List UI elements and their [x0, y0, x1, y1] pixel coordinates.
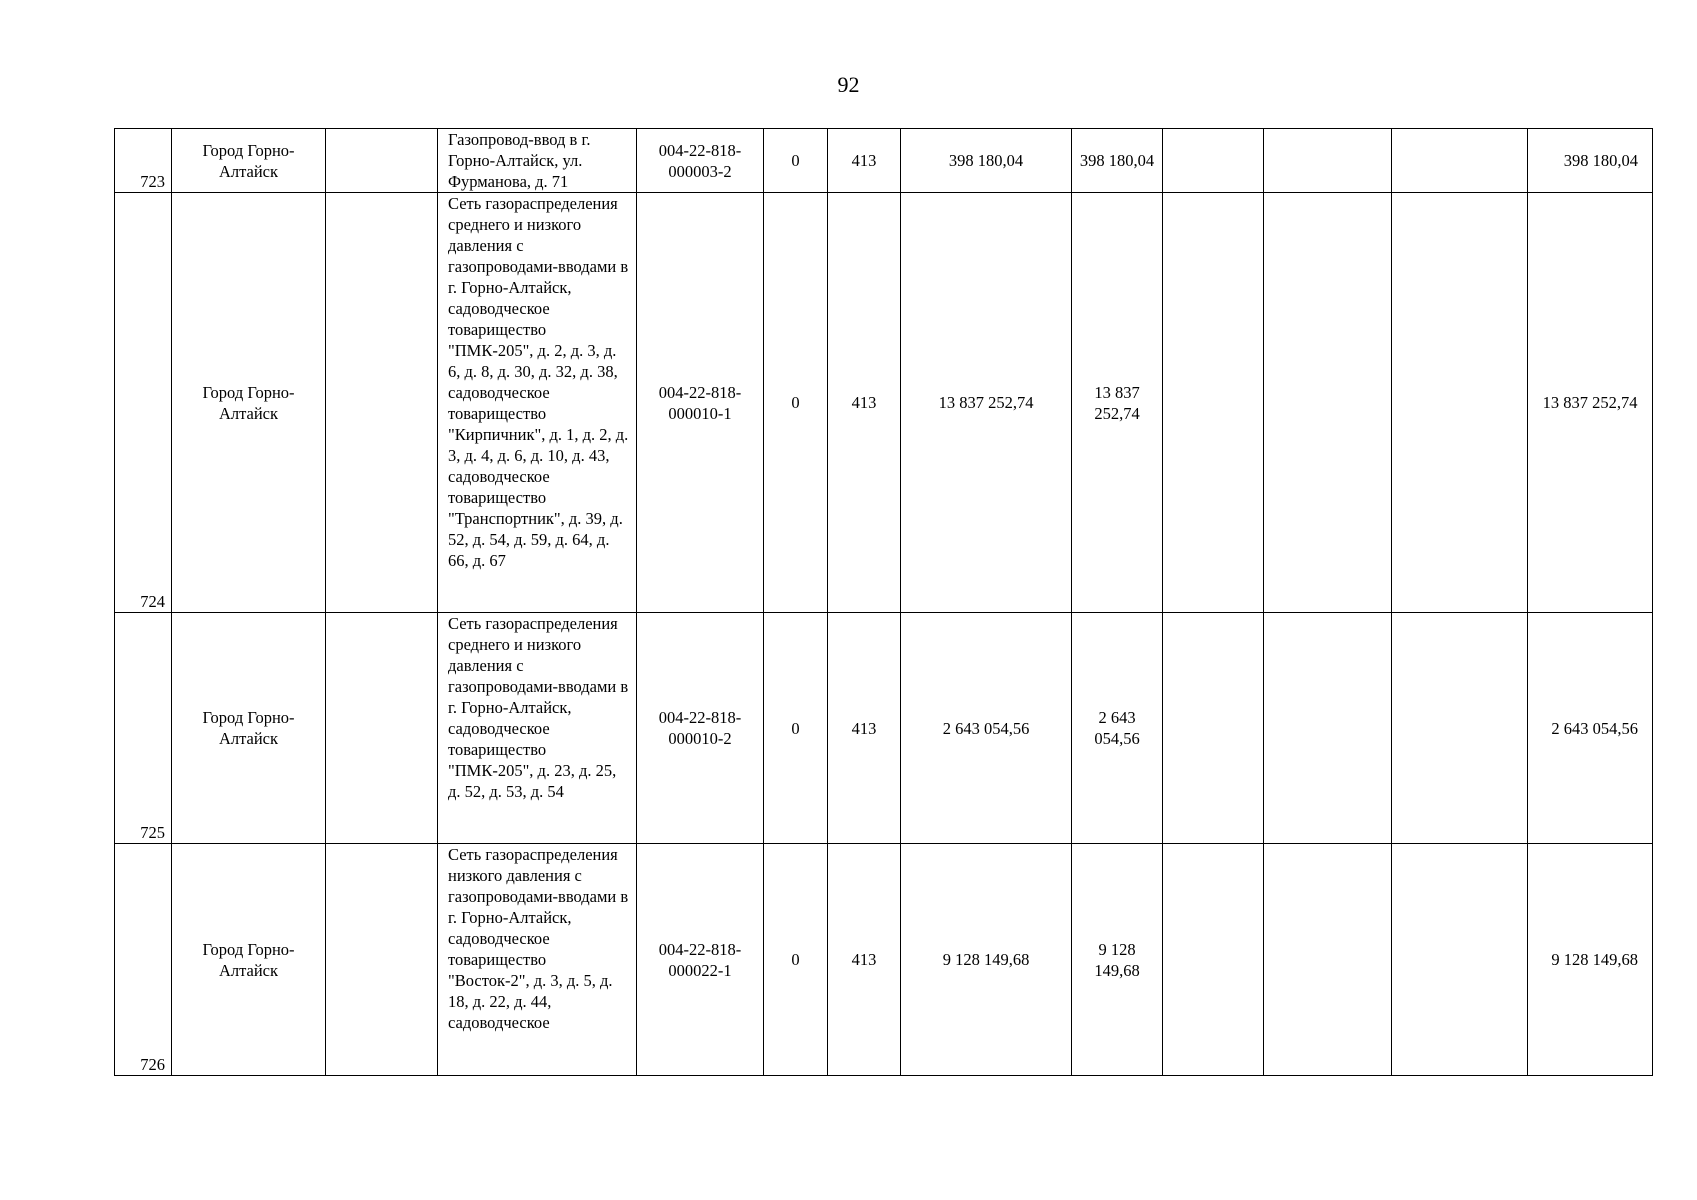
empty-cell — [1264, 129, 1392, 193]
amount-cell: 9 128 149,68 — [901, 844, 1072, 1076]
zero-cell: 0 — [764, 613, 828, 844]
amount-cell: 2 643 054,56 — [901, 613, 1072, 844]
table-row — [115, 129, 1653, 193]
empty-cell — [1264, 193, 1392, 613]
municipality-cell: Город Горно-Алтайск — [172, 613, 326, 844]
amount-wrapped-cell: 9 128 149,68 — [1072, 844, 1163, 1076]
empty-cell — [326, 613, 438, 844]
empty-cell — [1392, 613, 1528, 844]
registry-table — [114, 128, 1653, 1076]
zero-cell: 0 — [764, 129, 828, 193]
row-number: 724 — [115, 193, 172, 613]
page-number: 92 — [837, 72, 860, 97]
account-cell: 413 — [828, 129, 901, 193]
empty-cell — [1392, 193, 1528, 613]
row-number: 726 — [115, 844, 172, 1076]
object-code-cell: 004-22-818-000022-1 — [637, 844, 764, 1076]
zero-cell: 0 — [764, 193, 828, 613]
total-cell: 398 180,04 — [1528, 129, 1653, 193]
empty-cell — [1264, 613, 1392, 844]
total-cell: 13 837 252,74 — [1528, 193, 1653, 613]
account-cell: 413 — [828, 193, 901, 613]
amount-wrapped-cell: 2 643 054,56 — [1072, 613, 1163, 844]
table-row — [115, 193, 1653, 613]
object-code-cell: 004-22-818-000010-2 — [637, 613, 764, 844]
empty-cell — [1163, 129, 1264, 193]
empty-cell — [1163, 193, 1264, 613]
row-number: 725 — [115, 613, 172, 844]
empty-cell — [326, 844, 438, 1076]
total-cell: 9 128 149,68 — [1528, 844, 1653, 1076]
account-cell: 413 — [828, 844, 901, 1076]
amount-cell: 398 180,04 — [901, 129, 1072, 193]
amount-cell: 13 837 252,74 — [901, 193, 1072, 613]
empty-cell — [1163, 844, 1264, 1076]
municipality-cell: Город Горно-Алтайск — [172, 129, 326, 193]
object-description-cell: Сеть газораспределения низкого давления с газопроводами-вводами в г. Горно-Алтайск, садоводческое товарищество "Восток-2", д. 3, д. 5, д. 18, д. 22, д. 44, садоводческое — [438, 844, 637, 1076]
table-row — [115, 844, 1653, 1076]
object-code-cell: 004-22-818-000003-2 — [637, 129, 764, 193]
row-number: 723 — [115, 129, 172, 193]
amount-wrapped-cell: 13 837 252,74 — [1072, 193, 1163, 613]
zero-cell: 0 — [764, 844, 828, 1076]
empty-cell — [1392, 129, 1528, 193]
amount-wrapped-cell: 398 180,04 — [1072, 129, 1163, 193]
table-row — [115, 613, 1653, 844]
empty-cell — [326, 129, 438, 193]
object-code-cell: 004-22-818-000010-1 — [637, 193, 764, 613]
empty-cell — [326, 193, 438, 613]
municipality-cell: Город Горно-Алтайск — [172, 844, 326, 1076]
empty-cell — [1163, 613, 1264, 844]
object-description-cell: Сеть газораспределения среднего и низкого давления с газопроводами-вводами в г. Горно-Алтайск, садоводческое товарищество "ПМК-205", д. 2, д. 3, д. 6, д. 8, д. 30, д. 32, д. 38, садоводческое товарищество "Кирпичник", д. 1, д. 2, д. 3, д. 4, д. 6, д. 10, д. 43, садоводческое товарищество "Транспортник", д. 39, д. 52, д. 54, д. 59, д. 64, д. 66, д. 67 — [438, 193, 637, 613]
municipality-cell: Город Горно-Алтайск — [172, 193, 326, 613]
account-cell: 413 — [828, 613, 901, 844]
empty-cell — [1264, 844, 1392, 1076]
object-description-cell: Газопровод-ввод в г. Горно-Алтайск, ул. Фурманова, д. 71 — [438, 129, 637, 193]
empty-cell — [1392, 844, 1528, 1076]
object-description-cell: Сеть газораспределения среднего и низкого давления с газопроводами-вводами в г. Горно-Алтайск, садоводческое товарищество "ПМК-205", д. 23, д. 25, д. 52, д. 53, д. 54 — [438, 613, 637, 844]
total-cell: 2 643 054,56 — [1528, 613, 1653, 844]
